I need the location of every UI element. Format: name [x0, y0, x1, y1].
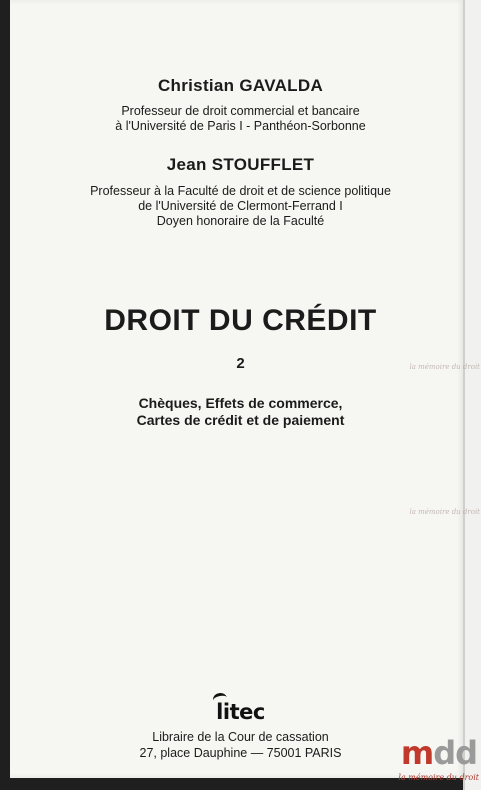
publisher-logo	[0, 700, 481, 724]
publisher-line: Libraire de la Cour de cassation	[152, 730, 329, 744]
author-affiliation-line: Professeur de droit commercial et bancaire	[121, 104, 360, 118]
publisher-logo-text: litec	[216, 700, 265, 724]
volume-number: 2	[236, 355, 245, 372]
author-affiliation-line: Doyen honoraire de la Faculté	[156, 214, 325, 228]
book-subtitle-line: Cartes de crédit et de paiement	[136, 412, 345, 428]
watermark-letters: mdd	[400, 734, 477, 772]
watermark-logo	[393, 735, 481, 790]
watermark-side-tag: la mémoire du droit	[409, 508, 480, 516]
author-affiliation-line: Professeur à la Faculté de droit et de science politique	[90, 184, 391, 198]
author-name: Jean STOUFFLET	[166, 155, 315, 174]
author-affiliation-line: à l'Université de Paris I - Panthéon-Sorbonne	[115, 119, 366, 133]
book-title: DROIT DU CRÉDIT	[104, 304, 377, 337]
watermark-tagline: la mémoire du droit	[398, 773, 479, 782]
author-name: Christian GAVALDA	[157, 76, 324, 95]
author-affiliation-line: de l'Université de Clermont-Ferrand I	[138, 199, 343, 213]
watermark-side-tag: la mémoire du droit	[409, 363, 480, 371]
book-subtitle-line: Chèques, Effets de commerce,	[138, 395, 343, 411]
publisher-line: 27, place Dauphine — 75001 PARIS	[139, 746, 342, 760]
